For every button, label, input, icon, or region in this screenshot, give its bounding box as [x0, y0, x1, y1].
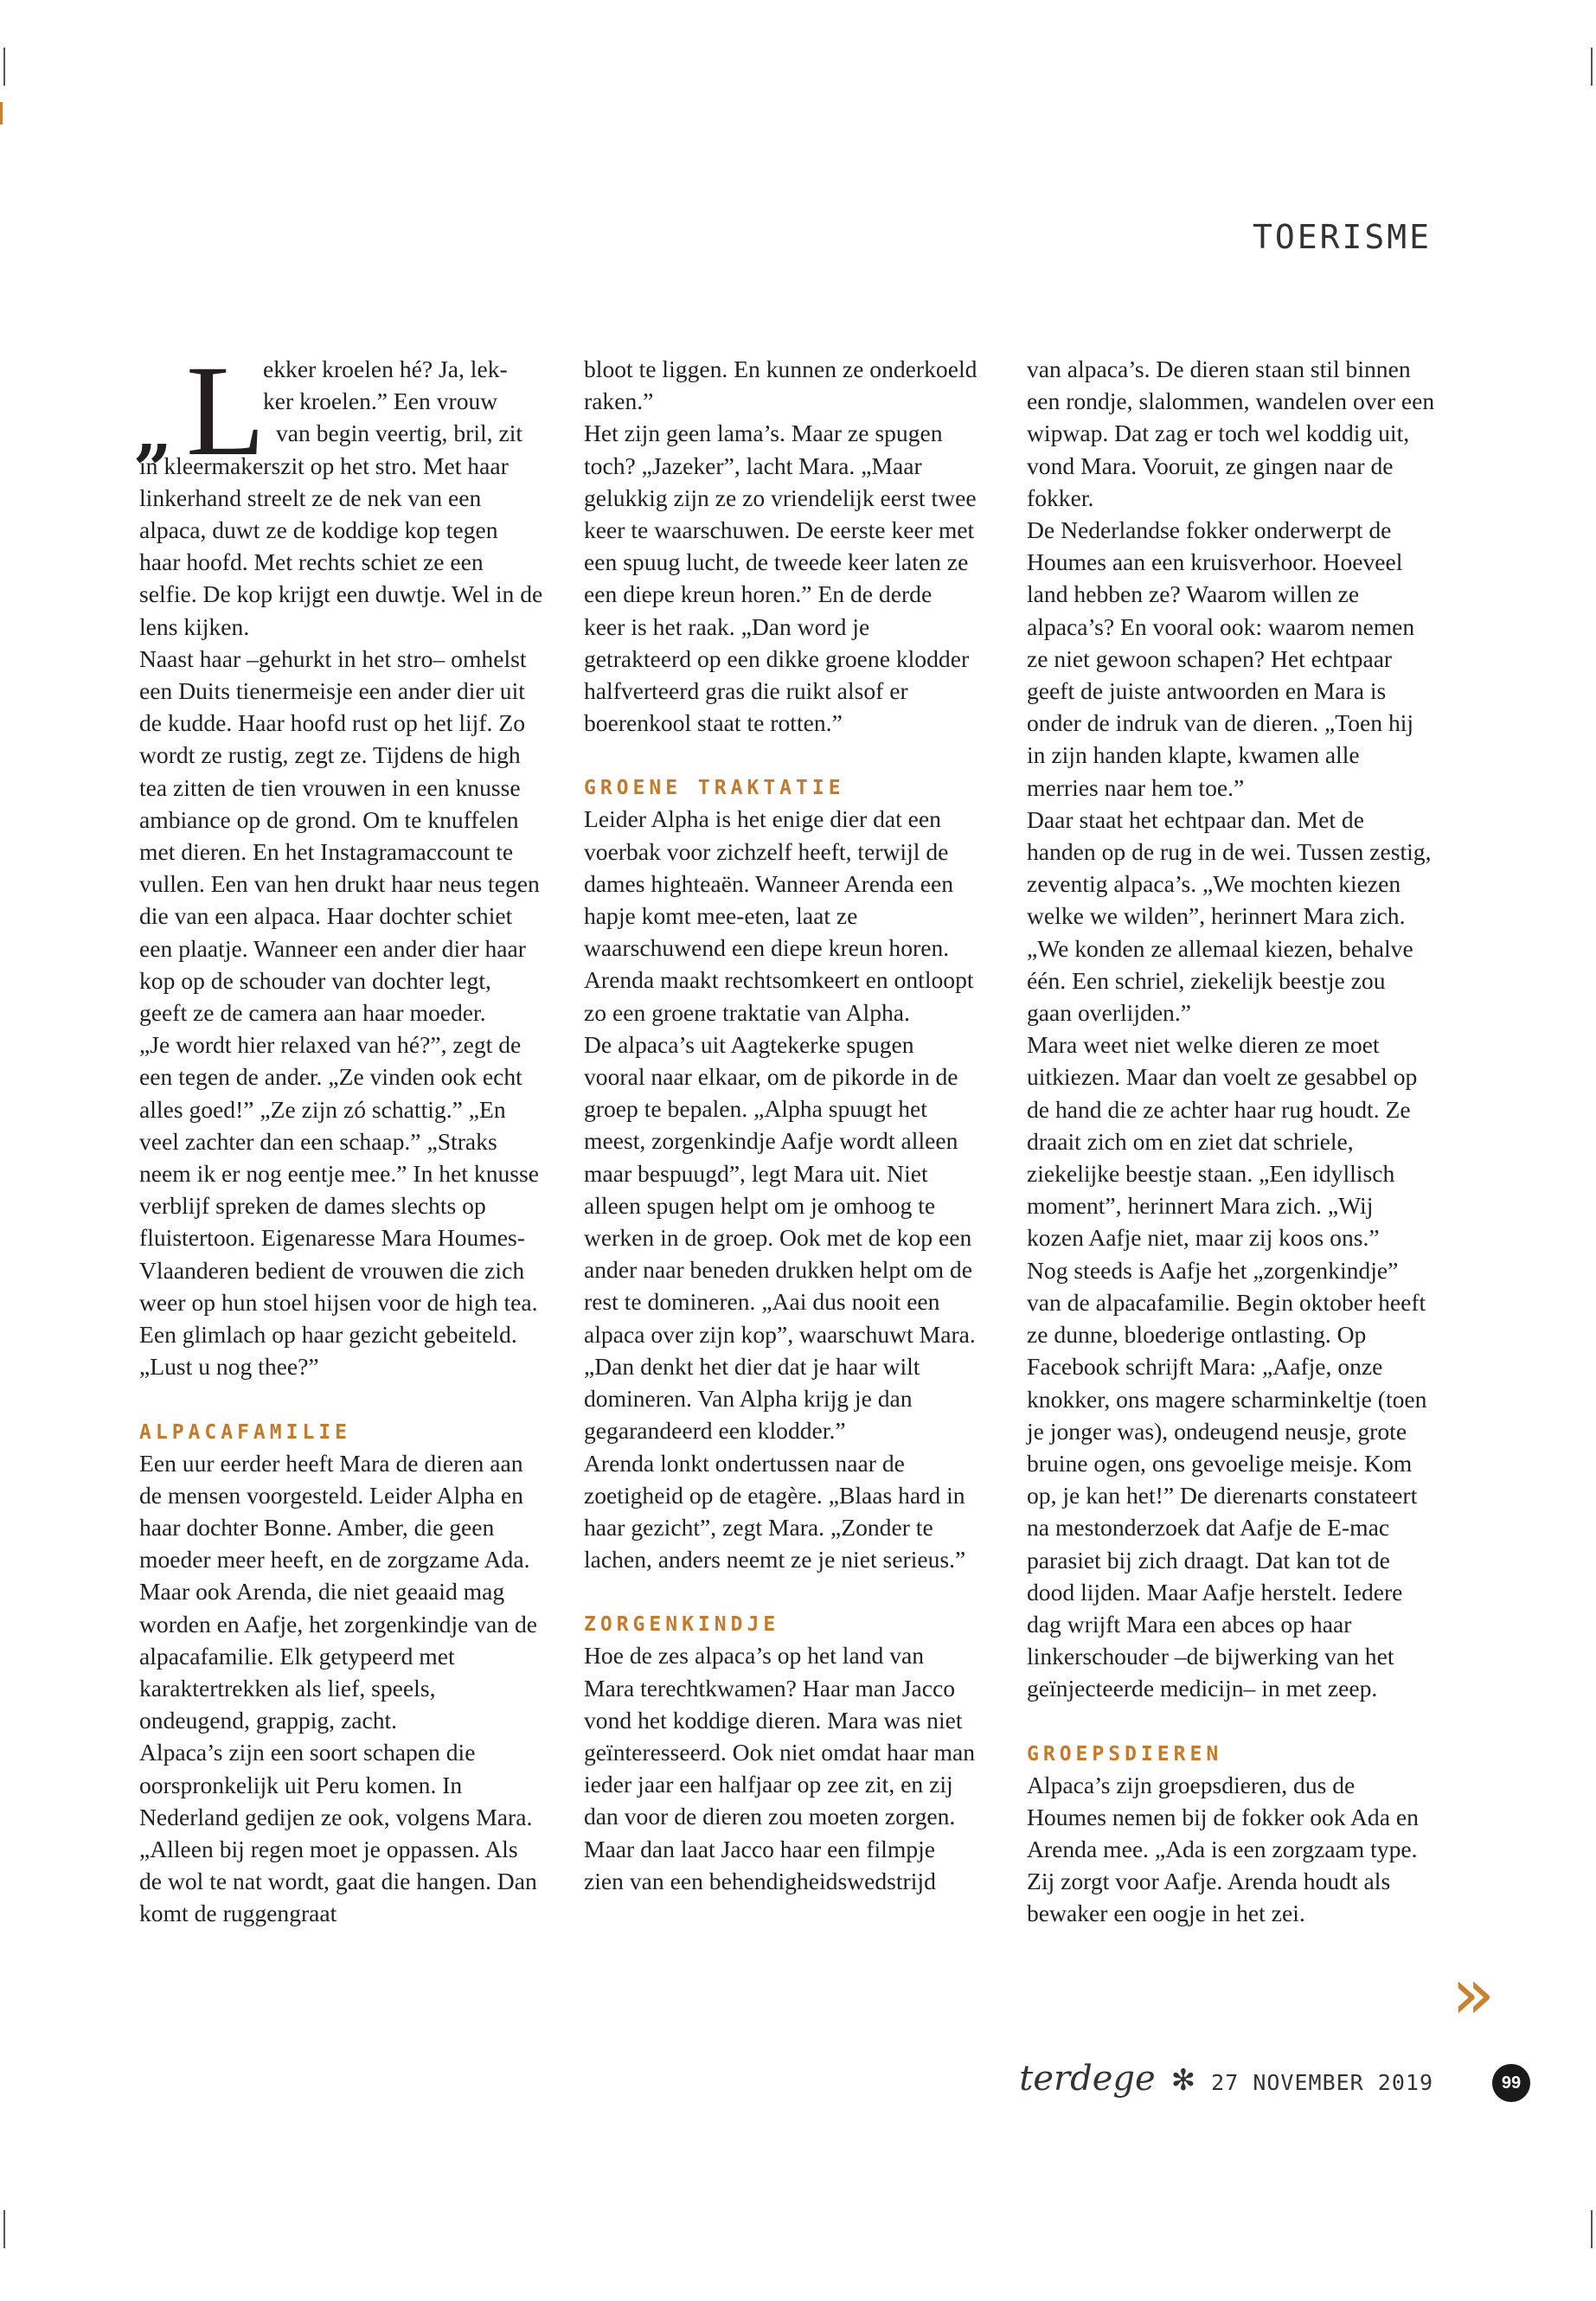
- crop-mark-bottom-right: [1591, 2210, 1593, 2248]
- article-column-2: [584, 353, 978, 1897]
- paragraph: Mara weet niet welke dieren ze moet uitkiezen. Maar dan voelt ze gesabbel op de hand die ze achter haar rug houdt. Ze draait zich om en ziet dat schriele, ziekelijke beestje staan. „Een idyllisch moment”, herinnert Mara zich. „Wij kozen Aafje niet, maar zij koos ons.”: [1027, 1031, 1418, 1252]
- crop-mark-top-left: [3, 48, 5, 86]
- continue-arrow-icon: »: [1452, 1953, 1480, 2035]
- opening-quote-mark: „: [134, 392, 173, 471]
- crop-mark-top-right: [1591, 48, 1593, 86]
- page-number: 99: [1492, 2064, 1530, 2102]
- paragraph: Alpaca’s zijn een soort schapen die oorspronkelijk uit Peru komen. In Nederland gedijen ze ook, volgens Mara. „Alleen bij regen moet je oppassen. Als de wol te nat wordt, gaat die hangen. Dan komt de ruggengraat: [139, 1739, 537, 1927]
- subheading-zorgenkindje: ZORGENKINDJE: [584, 1613, 780, 1637]
- paragraph: Arenda lonkt ondertussen naar de zoetigheid op de etagère. „Blaas hard in haar gezicht”, zegt Mara. „Zonder te lachen, anders neemt ze je niet serieus.”: [584, 1449, 966, 1574]
- article-intro: [134, 339, 544, 643]
- accent-tick-left: [0, 102, 3, 125]
- paragraph: Alpaca’s zijn groepsdieren, dus de Houmes nemen bij de fokker ook Ada en Arenda mee. „Ada is een zorgzaam type. Zij zorgt voor Aafje. Arenda houdt als bewaker een oogje in het zei.: [1027, 1771, 1419, 1927]
- subheading-alpacafamilie: ALPACAFAMILIE: [139, 1420, 352, 1444]
- intro-line-3: van begin veertig, bril, zit: [276, 420, 523, 447]
- article-column-1: [134, 339, 544, 1930]
- paragraph: „Je wordt hier relaxed van hé?”, zegt de een tegen de ander. „Ze vinden ook echt alles goed!” „Ze zijn zó schattig.” „En veel zachter dan een schaap.” „Straks neem ik er nog eentje mee.” In het knusse verblijf spreken de dames slechts op fluistertoon. Eigenaresse Mara Houmes-Vlaanderen bedient de vrouwen die zich weer op hun stoel hijsen voor de high tea. Een glimlach op haar gezicht gebeiteld. „Lust u nog thee?”: [139, 1031, 540, 1381]
- paragraph: Een uur eerder heeft Mara de dieren aan de mensen voorgesteld. Leider Alpha en haar dochter Bonne. Amber, die geen moeder meer heeft, en de zorgzame Ada. Maar ook Arenda, die niet geaaid mag worden en Aafje, het zorgenkindje van de alpacafamilie. Elk getypeerd met karaktertrekken als lief, speels, ondeugend, grappig, zacht.: [139, 1449, 537, 1734]
- article-column-3: [1027, 353, 1435, 1930]
- section-title: TOERISME: [1252, 218, 1432, 256]
- paragraph: Daar staat het echtpaar dan. Met de handen op de rug in de wei. Tussen zestig, zeventig alpaca’s. „We mochten kiezen welke we wilden”, herinnert Mara zich. „We konden ze allemaal kiezen, behalve één. Een schriel, ziekelijk beestje zou gaan overlijden.”: [1027, 805, 1432, 1027]
- crop-mark-bottom-left: [3, 2210, 5, 2248]
- magazine-brand: terdege: [1019, 2059, 1156, 2099]
- drop-cap: L: [186, 339, 266, 483]
- asterisk-icon: ✻: [1170, 2063, 1196, 2098]
- issue-date: 27 NOVEMBER 2019: [1211, 2070, 1433, 2095]
- paragraph: Leider Alpha is het enige dier dat een voerbak voor zichzelf heeft, terwijl de dames highteaën. Wanneer Arenda een hapje komt mee-eten, laat ze waarschuwend een diepe kreun horen. Arenda maakt rechtsomkeert en ontloopt zo een groene traktatie van Alpha.: [584, 805, 974, 1026]
- paragraph: in kleermakerszit op het stro. Met haar linkerhand streelt ze de nek van een alpaca, duwt ze de koddige kop tegen haar hoofd. Met rechts schiet ze een selfie. De kop krijgt een duwtje. Wel in de lens kijken.: [139, 452, 543, 640]
- paragraph: De Nederlandse fokker onderwerpt de Houmes aan een kruisverhoor. Hoeveel land hebben ze? Waarom willen ze alpaca’s? En vooral ook: waarom nemen ze niet gewoon schapen? Het echtpaar geeft de juiste antwoorden en Mara is onder de indruk van de dieren. „Toen hij in zijn handen klapte, kwamen alle merries naar hem toe.”: [1027, 516, 1415, 801]
- paragraph: van alpaca’s. De dieren staan stil binnen een rondje, slalommen, wandelen over een wipwap. Dat zag er toch wel koddig uit, vond Mara. Vooruit, ze gingen naar de fokker.: [1027, 356, 1435, 511]
- paragraph: Het zijn geen lama’s. Maar ze spugen toch? „Jazeker”, lacht Mara. „Maar gelukkig zijn ze zo vriendelijk eerst twee keer te waarschuwen. De eerste keer met een spuug lucht, de tweede keer laten ze een diepe kreun horen.” En de derde keer is het raak. „Dan word je getrakteerd op een dikke groene klodder halfverteerd gras die ruikt alsof er boerenkool staat te rotten.”: [584, 420, 977, 737]
- page-footer: [1019, 2059, 1433, 2099]
- paragraph: De alpaca’s uit Aagtekerke spugen vooral naar elkaar, om de pikorde in de groep te bepalen. „Alpha spuugt het meest, zorgenkindje Aafje wordt alleen maar bespuugd”, legt Mara uit. Niet alleen spugen helpt om je omhoog te werken in de groep. Ook met de kop een ander naar beneden drukken helpt om de rest te domineren. „Aai dus nooit een alpaca over zijn kop”, waarschuwt Mara. „Dan denkt het dier dat je haar wilt domineren. Van Alpha krijg je dan gegarandeerd een klodder.”: [584, 1030, 976, 1445]
- subheading-groepsdieren: GROEPSDIEREN: [1027, 1742, 1223, 1766]
- intro-line-1: ekker kroelen hé? Ja, lek-: [263, 356, 508, 382]
- paragraph: Naast haar –gehurkt in het stro– omhelst een Duits tienermeisje een ander dier uit de kudde. Haar hoofd rust op het lijf. Zo wordt ze rustig, zegt ze. Tijdens de high tea zitten de tien vrouwen in een knusse ambiance op de grond. Om te knuffelen met dieren. En het Instagramaccount te vullen. Een van hen drukt haar neus tegen die van een alpaca. Haar dochter schiet een plaatje. Wanneer een ander dier haar kop op de schouder van dochter legt, geeft ze de camera aan haar moeder.: [139, 644, 540, 1027]
- paragraph: Hoe de zes alpaca’s op het land van Mara terechtkwamen? Haar man Jacco vond het koddige dieren. Mara was niet geïnteresseerd. Ook niet omdat haar man ieder jaar een halfjaar op zee zit, en zij dan voor de dieren zou moeten zorgen.: [584, 1642, 976, 1830]
- subheading-groene-traktatie: GROENE TRAKTATIE: [584, 777, 845, 800]
- paragraph: Maar dan laat Jacco haar een filmpje zien van een behendigheidswedstrijd: [584, 1835, 936, 1894]
- intro-line-2: ker kroelen.” Een vrouw: [263, 388, 498, 415]
- paragraph: Nog steeds is Aafje het „zorgenkindje” van de alpacafamilie. Begin oktober heeft ze dunne, bloederige ontlasting. Op Facebook schrijft Mara: „Aafje, onze knokker, ons magere scharminkeltje (toen je jonger was), ondeugend neusje, grote bruine ogen, ons gevoelige meisje. Kom op, je kan het!” De dierenarts constateert na mestonderzoek dat Aafje de E-mac parasiet bij zich draagt. Dat kan tot de dood lijden. Maar Aafje herstelt. Iedere dag wrijft Mara een abces op haar linkerschouder –de bijwerking van het geïnjecteerde medicijn– in met zeep.: [1027, 1256, 1427, 1702]
- paragraph: bloot te liggen. En kunnen ze onderkoeld raken.”: [584, 356, 977, 415]
